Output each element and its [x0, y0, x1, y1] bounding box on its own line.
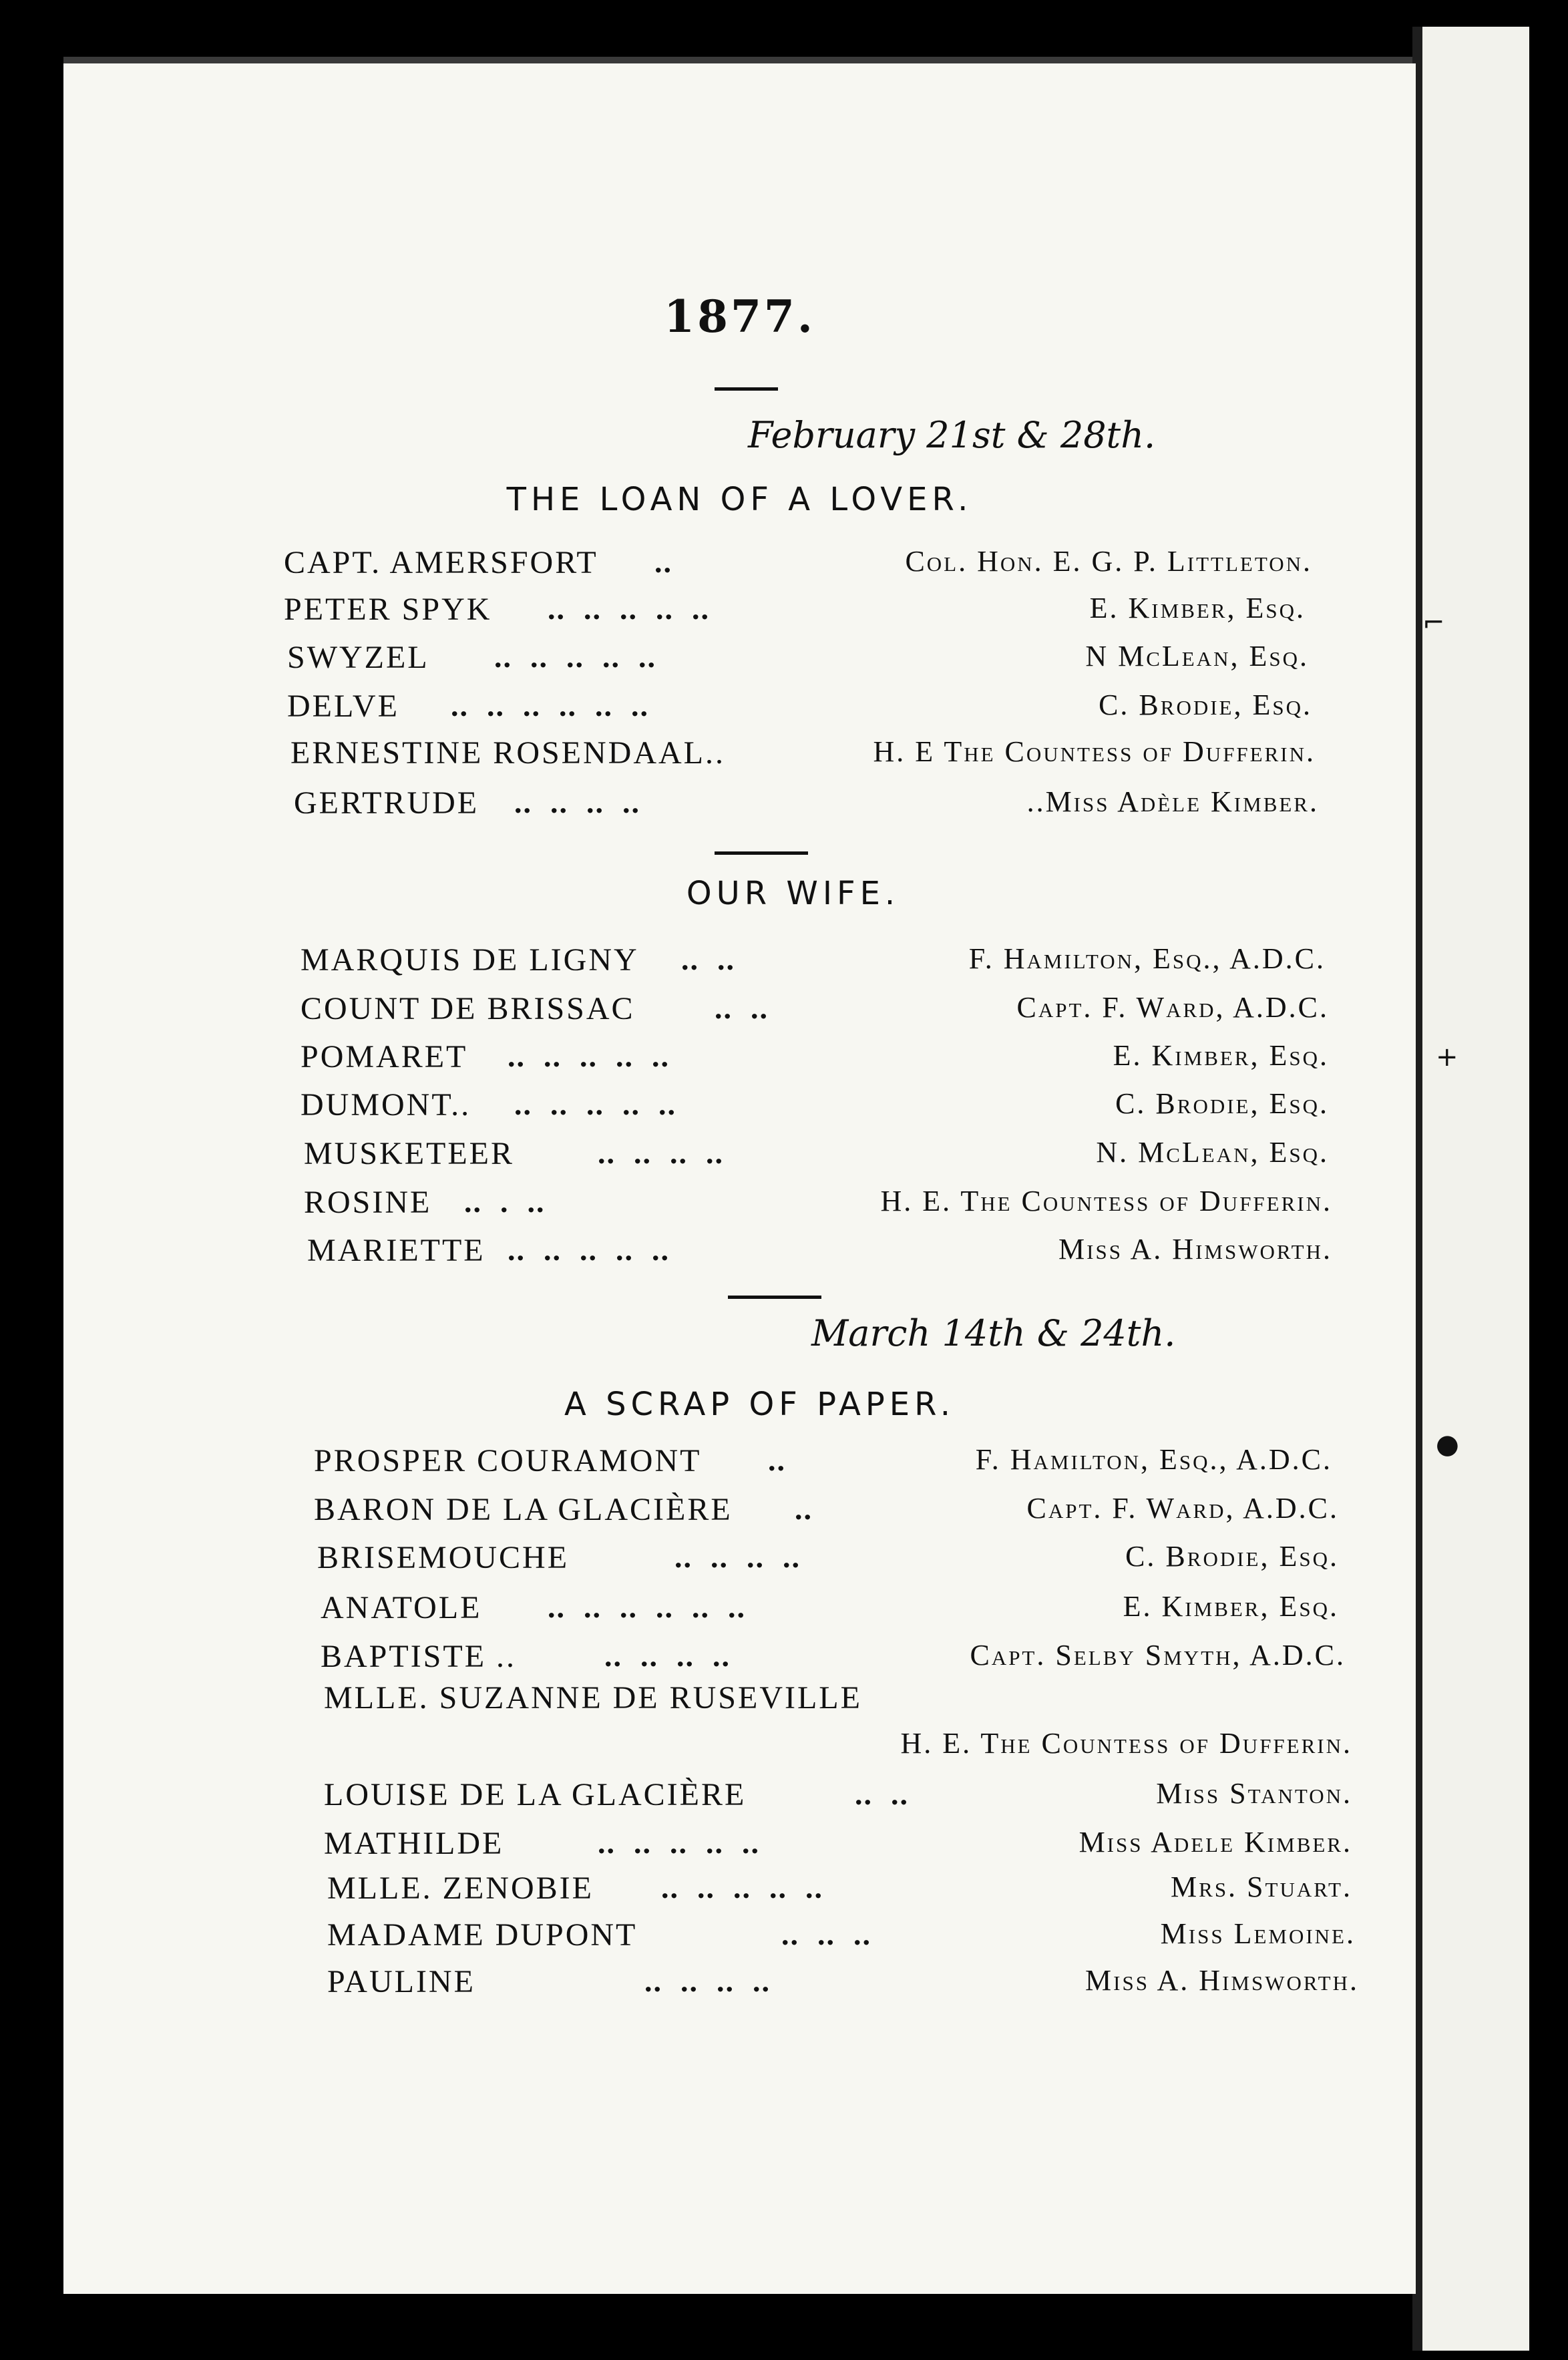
- year-heading: 1877.: [664, 290, 815, 343]
- cast-actor: C. Brodie, Esq.: [1125, 1540, 1339, 1573]
- cast-role: MUSKETEER: [304, 1136, 514, 1171]
- cast-row: [301, 942, 1326, 982]
- cast-role: MARIETTE: [307, 1233, 485, 1268]
- cast-row: [284, 544, 1312, 584]
- section-2-title: OUR WIFE.: [686, 875, 900, 912]
- cast-actor: Capt. F. Ward, A.D.C.: [1016, 991, 1329, 1024]
- cast-row: [324, 1680, 1326, 1720]
- cast-actor: F. Hamilton, Esq., A.D.C.: [968, 942, 1326, 975]
- cast-role: DUMONT..: [301, 1087, 471, 1123]
- cast-row: [301, 1087, 1329, 1127]
- section-1-date: February 21st & 28th.: [748, 414, 1156, 456]
- cast-row: [324, 1825, 1352, 1865]
- cast-actor: Mrs. Stuart.: [1171, 1871, 1352, 1903]
- cast-actor: E. Kimber, Esq.: [1113, 1039, 1329, 1072]
- cast-dots: .. .. .. .. ..: [508, 1039, 670, 1073]
- cast-role: SWYZEL: [287, 640, 429, 675]
- cast-dots: .. .. .. .. ..: [514, 1087, 676, 1121]
- cast-role: BAPTISTE ..: [321, 1639, 517, 1674]
- cast-row: [321, 1589, 1339, 1629]
- cast-row: [301, 1038, 1329, 1078]
- cast-role: LOUISE DE LA GLACIÈRE: [324, 1777, 747, 1812]
- section-3-title: A SCRAP OF PAPER.: [564, 1386, 956, 1423]
- cast-actor: Capt. Selby Smyth, A.D.C.: [970, 1639, 1346, 1671]
- cast-role: COUNT DE BRISSAC: [301, 991, 635, 1026]
- cast-row: [304, 1184, 1332, 1224]
- cast-dots: ..: [795, 1492, 813, 1526]
- cast-row: [294, 785, 1319, 825]
- cast-role: POMARET: [301, 1039, 468, 1074]
- cast-actor: F. Hamilton, Esq., A.D.C.: [975, 1443, 1332, 1476]
- cast-actor: Miss Lemoine.: [1160, 1917, 1356, 1950]
- cast-actor: Miss Stanton.: [1156, 1777, 1352, 1810]
- cast-actor: N McLean, Esq.: [1085, 640, 1309, 672]
- cast-role: ERNESTINE ROSENDAAL..: [290, 735, 725, 771]
- cast-dots: .. .. .. .. .. ..: [548, 1590, 746, 1624]
- cast-row: [304, 1135, 1329, 1175]
- document-page: [63, 63, 1416, 2294]
- cast-row: [327, 1963, 1359, 2003]
- rule-3: [728, 1296, 821, 1299]
- cast-dots: .. ..: [855, 1777, 909, 1811]
- cast-row: [327, 1917, 1356, 1957]
- margin-mark-lower: ●: [1436, 1429, 1459, 1460]
- cast-actor: Miss A. Himsworth.: [1085, 1964, 1359, 1997]
- rule-2: [715, 851, 808, 855]
- cast-dots: .. .. .. ..: [514, 785, 640, 819]
- cast-dots: .. .. .. .. .. ..: [451, 689, 649, 723]
- cast-role: PROSPER COURAMONT: [314, 1443, 702, 1479]
- cast-role: MLLE. ZENOBIE: [327, 1871, 594, 1906]
- cast-actor: H. E. The Countess of Dufferin.: [900, 1727, 1352, 1760]
- cast-dots: .. .. .. .. ..: [508, 1233, 670, 1267]
- cast-row: [314, 1491, 1339, 1531]
- section-3-date: March 14th & 24th.: [811, 1312, 1176, 1354]
- cast-role: DELVE: [287, 689, 399, 724]
- cast-row: [317, 1539, 1339, 1579]
- program-content: [63, 63, 1416, 2294]
- cast-row: [314, 1442, 1332, 1483]
- cast-row: [287, 639, 1309, 679]
- cast-actor: E. Kimber, Esq.: [1089, 592, 1306, 624]
- cast-dots: .. .. .. .. ..: [661, 1871, 823, 1905]
- cast-actor: Miss Adele Kimber.: [1079, 1826, 1352, 1858]
- cast-actor: ..Miss Adèle Kimber.: [1026, 785, 1319, 818]
- cast-dots: .. .. ..: [781, 1917, 871, 1951]
- cast-row: [290, 735, 1316, 775]
- cast-dots: .. .. .. ..: [604, 1639, 731, 1673]
- cast-role: CAPT. AMERSFORT: [284, 545, 598, 580]
- cast-role: MADAME DUPONT: [327, 1917, 638, 1953]
- cast-dots: .. . ..: [464, 1185, 546, 1219]
- cast-role: MLLE. SUZANNE DE RUSEVILLE: [324, 1680, 862, 1716]
- cast-actor: Capt. F. Ward, A.D.C.: [1026, 1492, 1339, 1525]
- rule-1: [715, 387, 778, 391]
- cast-role: BRISEMOUCHE: [317, 1540, 570, 1575]
- cast-role: ROSINE: [304, 1185, 432, 1220]
- cast-row: [307, 1232, 1332, 1272]
- cast-actor: C. Brodie, Esq.: [1099, 689, 1312, 721]
- cast-role: GERTRUDE: [294, 785, 479, 821]
- cast-actor: C. Brodie, Esq.: [1115, 1087, 1329, 1120]
- adjacent-page-edge: [1422, 27, 1529, 2351]
- cast-row: [324, 1776, 1352, 1816]
- cast-actor: Col. Hon. E. G. P. Littleton.: [905, 545, 1312, 578]
- cast-row: [321, 1638, 1346, 1678]
- cast-dots: .. .. .. ..: [598, 1136, 724, 1170]
- cast-actor: Miss A. Himsworth.: [1058, 1233, 1332, 1265]
- cast-role: MATHILDE: [324, 1826, 504, 1861]
- section-1-title: THE LOAN OF A LOVER.: [506, 481, 973, 518]
- cast-dots: .. .. .. ..: [674, 1540, 801, 1574]
- cast-role: ANATOLE: [321, 1590, 482, 1625]
- cast-actor: H. E. The Countess of Dufferin.: [880, 1185, 1332, 1217]
- cast-role: MARQUIS DE LIGNY: [301, 942, 639, 978]
- cast-dots: .. ..: [681, 942, 735, 976]
- cast-dots: ..: [768, 1443, 786, 1477]
- cast-actor: H. E The Countess of Dufferin.: [873, 735, 1316, 768]
- cast-dots: .. .. .. ..: [644, 1964, 771, 1998]
- margin-mark-upper: ⌐: [1422, 608, 1445, 638]
- cast-actor: N. McLean, Esq.: [1096, 1136, 1329, 1169]
- cast-role: PAULINE: [327, 1964, 475, 1999]
- cast-dots: .. ..: [715, 991, 769, 1025]
- cast-dots: .. .. .. .. ..: [494, 640, 656, 674]
- cast-dots: .. .. .. .. ..: [548, 592, 710, 626]
- cast-row: [287, 688, 1312, 728]
- cast-row: [284, 591, 1306, 631]
- cast-role: PETER SPYK: [284, 592, 492, 627]
- cast-actor: E. Kimber, Esq.: [1123, 1590, 1339, 1623]
- cast-row: [327, 1870, 1352, 1910]
- cast-dots: .. .. .. .. ..: [598, 1826, 760, 1860]
- cast-dots: ..: [654, 545, 672, 579]
- cast-row: [324, 1726, 1352, 1766]
- cast-role: BARON DE LA GLACIÈRE: [314, 1492, 733, 1527]
- margin-mark-middle: +: [1436, 1042, 1458, 1072]
- cast-row: [301, 990, 1329, 1030]
